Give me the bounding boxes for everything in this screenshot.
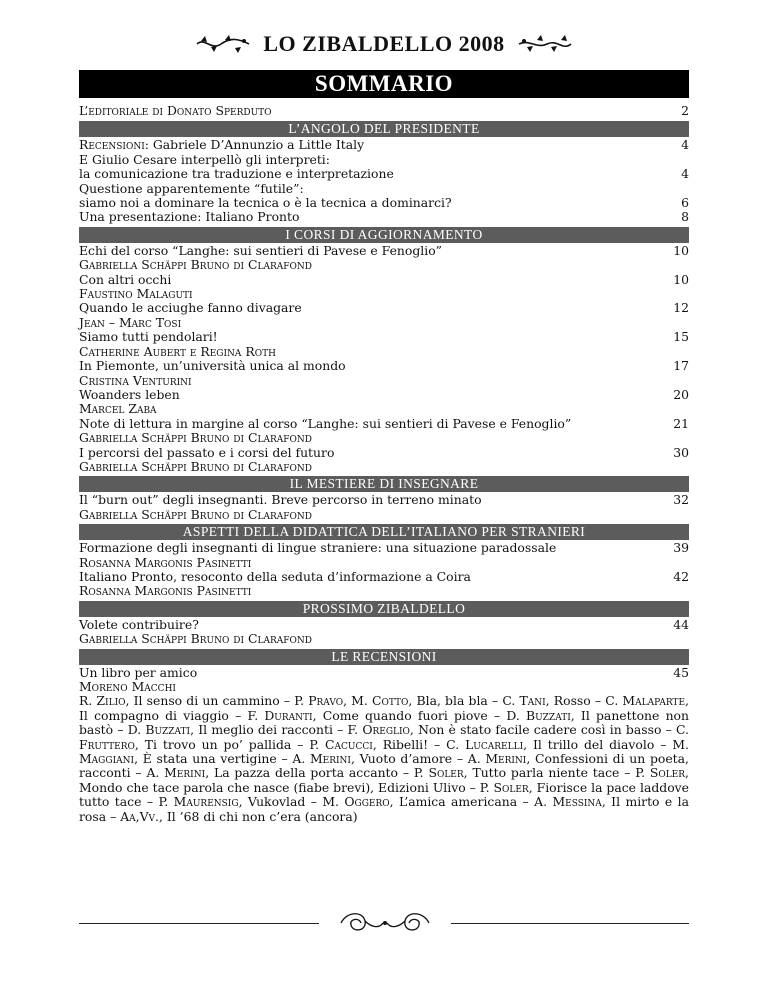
book-author: C. Malaparte (605, 693, 686, 709)
divider-line-left (79, 923, 319, 924)
book-author: F. Oreglio (347, 722, 410, 738)
book-author: F. Duranti (247, 707, 313, 723)
author-name: Gabriella Schäppi Bruno di Clarafond (79, 506, 312, 522)
sommario-banner: SOMMARIO (79, 70, 689, 98)
toc-entry[interactable] (79, 618, 689, 632)
book-title: Il mirto e la rosa (79, 794, 690, 824)
toc-entry[interactable] (79, 244, 689, 258)
section-heading: IL MESTIERE DI INSEGNARE (79, 476, 689, 492)
entry-title: Questione apparentemente “futile”: (79, 181, 304, 196)
book-title: Confessioni di un poeta, racconti (79, 751, 689, 781)
page-header (0, 26, 768, 62)
entry-title: Recensioni: Gabriele D’Annunzio a Little Italy (79, 138, 365, 153)
entry-title: Volete contribuire? (79, 617, 199, 632)
book-author: P. Soler (413, 765, 464, 781)
entry-title: In Piemonte, un’università unica al mondo (79, 359, 346, 374)
floral-ornament-right-icon (517, 33, 573, 55)
page-number: 2 (681, 103, 689, 118)
book-title: Non è stato facile cadere così in basso (418, 722, 662, 738)
reviewed-books-list: R. Zilio, Il senso di un cammino – P. Pravo, M. Cotto, Bla, bla bla – C. Tani, Rosso – C. Malaparte, Il compagno di viaggio – F. Duranti, Come quando fuori piove – D. Buzzati, Il panettone non bastò – D. Buzzati, Il meglio dei racconti – F. Oreglio, Non è stato facile cadere così in basso – C. Fruttero, Ti trovo un po’ pallida – P. Cacucci, Ribelli! – C. Lucarelli, Il trillo del diavolo – M. Maggiani, È stata una vertigine – A. Merini, Vuoto d’amore – A. Merini, Confessioni di un poeta, racconti – A. Merini, La pazza della porta accanto – P. Soler, Tutto parla niente tace – P. Soler, Mondo che tace parola che nasce (fiabe brevi), Edizioni Ulivo – P. Soler, Fiorisce la pace laddove tutto tace – P. Maurensig, Vukovlad – M. Oggero, L’amica americana – A. Messina, Il mirto e la rosa – Aa,Vv., Il ’68 di chi non c’era (ancora) (79, 693, 690, 824)
entry-title: Italiano Pronto, resoconto della seduta d’informazione a Coira (79, 569, 471, 584)
toc-entry[interactable] (79, 138, 689, 152)
page-number: 4 (681, 137, 689, 153)
book-author: M. Oggero (322, 794, 390, 810)
toc-entry[interactable] (79, 417, 689, 431)
section-heading: ASPETTI DELLA DIDATTICA DELL’ITALIANO PER STRANIERI (79, 524, 689, 540)
page-number: 45 (673, 664, 689, 680)
flourish-ornament-icon (337, 909, 433, 937)
book-author: A. Merini (292, 751, 351, 767)
author-name: Marcel Zaba (79, 401, 157, 417)
toc-entry[interactable] (79, 182, 689, 196)
entry-title: Con altri occhi (79, 272, 172, 287)
entry-title: la comunicazione tra traduzione e interpretazione (79, 167, 394, 182)
book-author: A. Messina (534, 794, 602, 810)
page-number: 10 (673, 271, 689, 287)
page-number (667, 182, 689, 196)
page-number: 42 (673, 568, 689, 584)
page-title: LO ZIBALDELLO 2008 (263, 31, 505, 56)
book-author: A. Merini (467, 751, 527, 767)
entry-title: I percorsi del passato e i corsi del futuro (79, 445, 335, 460)
toc-entry[interactable] (79, 541, 689, 555)
book-title: Il meglio dei racconti (198, 722, 333, 738)
entry-title: siamo noi a dominare la tecnica o è la tecnica a dominarci? (79, 196, 452, 211)
divider-line-right (451, 923, 689, 924)
author-name: Gabriella Schäppi Bruno di Clarafond (79, 257, 312, 273)
entry-title: Quando le acciughe fanno divagare (79, 301, 302, 316)
toc-entry[interactable] (79, 153, 689, 167)
author-name: Gabriella Schäppi Bruno di Clarafond (79, 430, 312, 446)
book-author: C. Fruttero (79, 722, 689, 752)
page-number: 30 (673, 444, 689, 460)
entry-title: Note di lettura in margine al corso “Langhe: sui sentieri di Pavese e Fenoglio” (79, 416, 572, 431)
toc-entry[interactable] (79, 666, 689, 680)
page-number: 4 (681, 166, 689, 182)
author-name: Moreno Macchi (79, 679, 176, 694)
page-number: 32 (673, 492, 689, 508)
page-number: 12 (673, 300, 689, 316)
section-heading: PROSSIMO ZIBALDELLO (79, 601, 689, 617)
page-number: 17 (673, 358, 689, 374)
book-author: M. Maggiani (79, 736, 689, 767)
book-title: Vuoto d’amore (359, 751, 453, 767)
entry-title: Woanders leben (79, 387, 180, 402)
section-heading: I CORSI DI AGGIORNAMENTO (79, 227, 689, 243)
book-title: Il panettone non bastò (79, 707, 689, 738)
book-title: Il senso di un cammino (133, 693, 280, 709)
book-title: Fiorisce la pace laddove tutto tace (79, 779, 689, 810)
book-title: Ti trovo un po’ pallida (144, 736, 292, 752)
book-author: P. Soler (635, 765, 686, 781)
toc-entry[interactable] (79, 330, 689, 344)
entry-title: Una presentazione: Italiano Pronto (79, 210, 300, 225)
book-author: C. Lucarelli (446, 736, 524, 752)
book-author: C. Tani (502, 693, 546, 709)
author-name: Gabriella Schäppi Bruno di Clarafond (79, 631, 312, 647)
toc-entry[interactable] (79, 301, 689, 315)
book-title: Il ’68 di chi non c’era (ancora) (166, 808, 358, 824)
section-heading: LE RECENSIONI (79, 649, 689, 665)
entry-title: Il “burn out” degli insegnanti. Breve percorso in terreno minato (79, 493, 482, 508)
entry-title: Siamo tutti pendolari! (79, 330, 218, 345)
toc-entry[interactable] (79, 359, 689, 373)
entry-title: Echi del corso “Langhe: sui sentieri di Pavese e Fenoglio” (79, 243, 442, 258)
section-heading: L’ANGOLO DEL PRESIDENTE (79, 121, 689, 137)
table-of-contents (79, 100, 689, 824)
book-title: Bla, bla bla (416, 693, 488, 709)
book-author: P. Cacucci (309, 736, 373, 752)
book-author: D. Buzzati (506, 707, 571, 723)
book-author: R. Zilio (79, 693, 126, 709)
author-name: Rosanna Margonis Pasinetti (79, 583, 252, 599)
entry-title: L’editoriale di Donato Sperduto (79, 104, 272, 118)
toc-entry[interactable] (79, 446, 689, 460)
footer-divider (79, 905, 689, 935)
toc-entry[interactable] (79, 570, 689, 584)
page-number: 10 (673, 242, 689, 258)
page-number: 39 (673, 540, 689, 556)
page-number: 8 (681, 209, 689, 225)
toc-entry[interactable] (79, 210, 689, 224)
book-title: Il compagno di viaggio (79, 707, 229, 723)
page-number: 20 (673, 386, 689, 402)
book-title: La pazza della porta accanto (213, 765, 398, 781)
book-title: Come quando fuori piove (322, 707, 488, 723)
book-title: Mondo che tace parola che nasce (fiabe brevi), Edizioni Ulivo (79, 779, 466, 795)
book-author: P. Pravo, M. Cotto (294, 693, 409, 709)
toc-entry[interactable] (79, 104, 689, 118)
page-number: 15 (673, 329, 689, 345)
page-number: 6 (681, 195, 689, 211)
author-name: Rosanna Margonis Pasinetti (79, 554, 252, 570)
author-name: Catherine Aubert e Regina Roth (79, 343, 276, 359)
author-name: Faustino Malaguti (79, 286, 193, 302)
book-title: Ribelli! (382, 736, 429, 752)
author-name: Jean – Marc Tosi (79, 314, 182, 330)
author-name: Cristina Venturini (79, 372, 192, 388)
toc-entry[interactable] (79, 273, 689, 287)
author-name: Gabriella Schäppi Bruno di Clarafond (79, 458, 312, 474)
book-title: L’amica americana (399, 794, 518, 810)
page-number: 44 (673, 616, 689, 632)
toc-entry[interactable] (79, 196, 689, 210)
book-author: P. Maurensig (158, 794, 239, 810)
book-author: Aa,Vv. (120, 808, 159, 824)
book-author: A. Merini (146, 765, 206, 781)
entry-title: Un libro per amico (79, 665, 198, 680)
entry-title: Formazione degli insegnanti di lingue straniere: una situazione paradossale (79, 541, 557, 556)
book-title: Vukovlad (247, 794, 306, 810)
book-title: Tutto parla niente tace (472, 765, 620, 781)
book-author: D. Buzzati (127, 722, 191, 738)
book-title: È stata una vertigine (142, 751, 277, 767)
toc-entry[interactable] (79, 167, 689, 181)
page-number: 21 (673, 415, 689, 431)
entry-title: E Giulio Cesare interpellò gli interpreti: (79, 152, 330, 167)
book-title: Rosso (553, 693, 591, 709)
page-number (667, 153, 689, 167)
book-author: P. Soler (479, 779, 529, 795)
toc-entry[interactable] (79, 388, 689, 402)
floral-ornament-left-icon (195, 33, 251, 55)
toc-entry[interactable] (79, 493, 689, 507)
book-title: Il trillo del diavolo (533, 736, 655, 752)
